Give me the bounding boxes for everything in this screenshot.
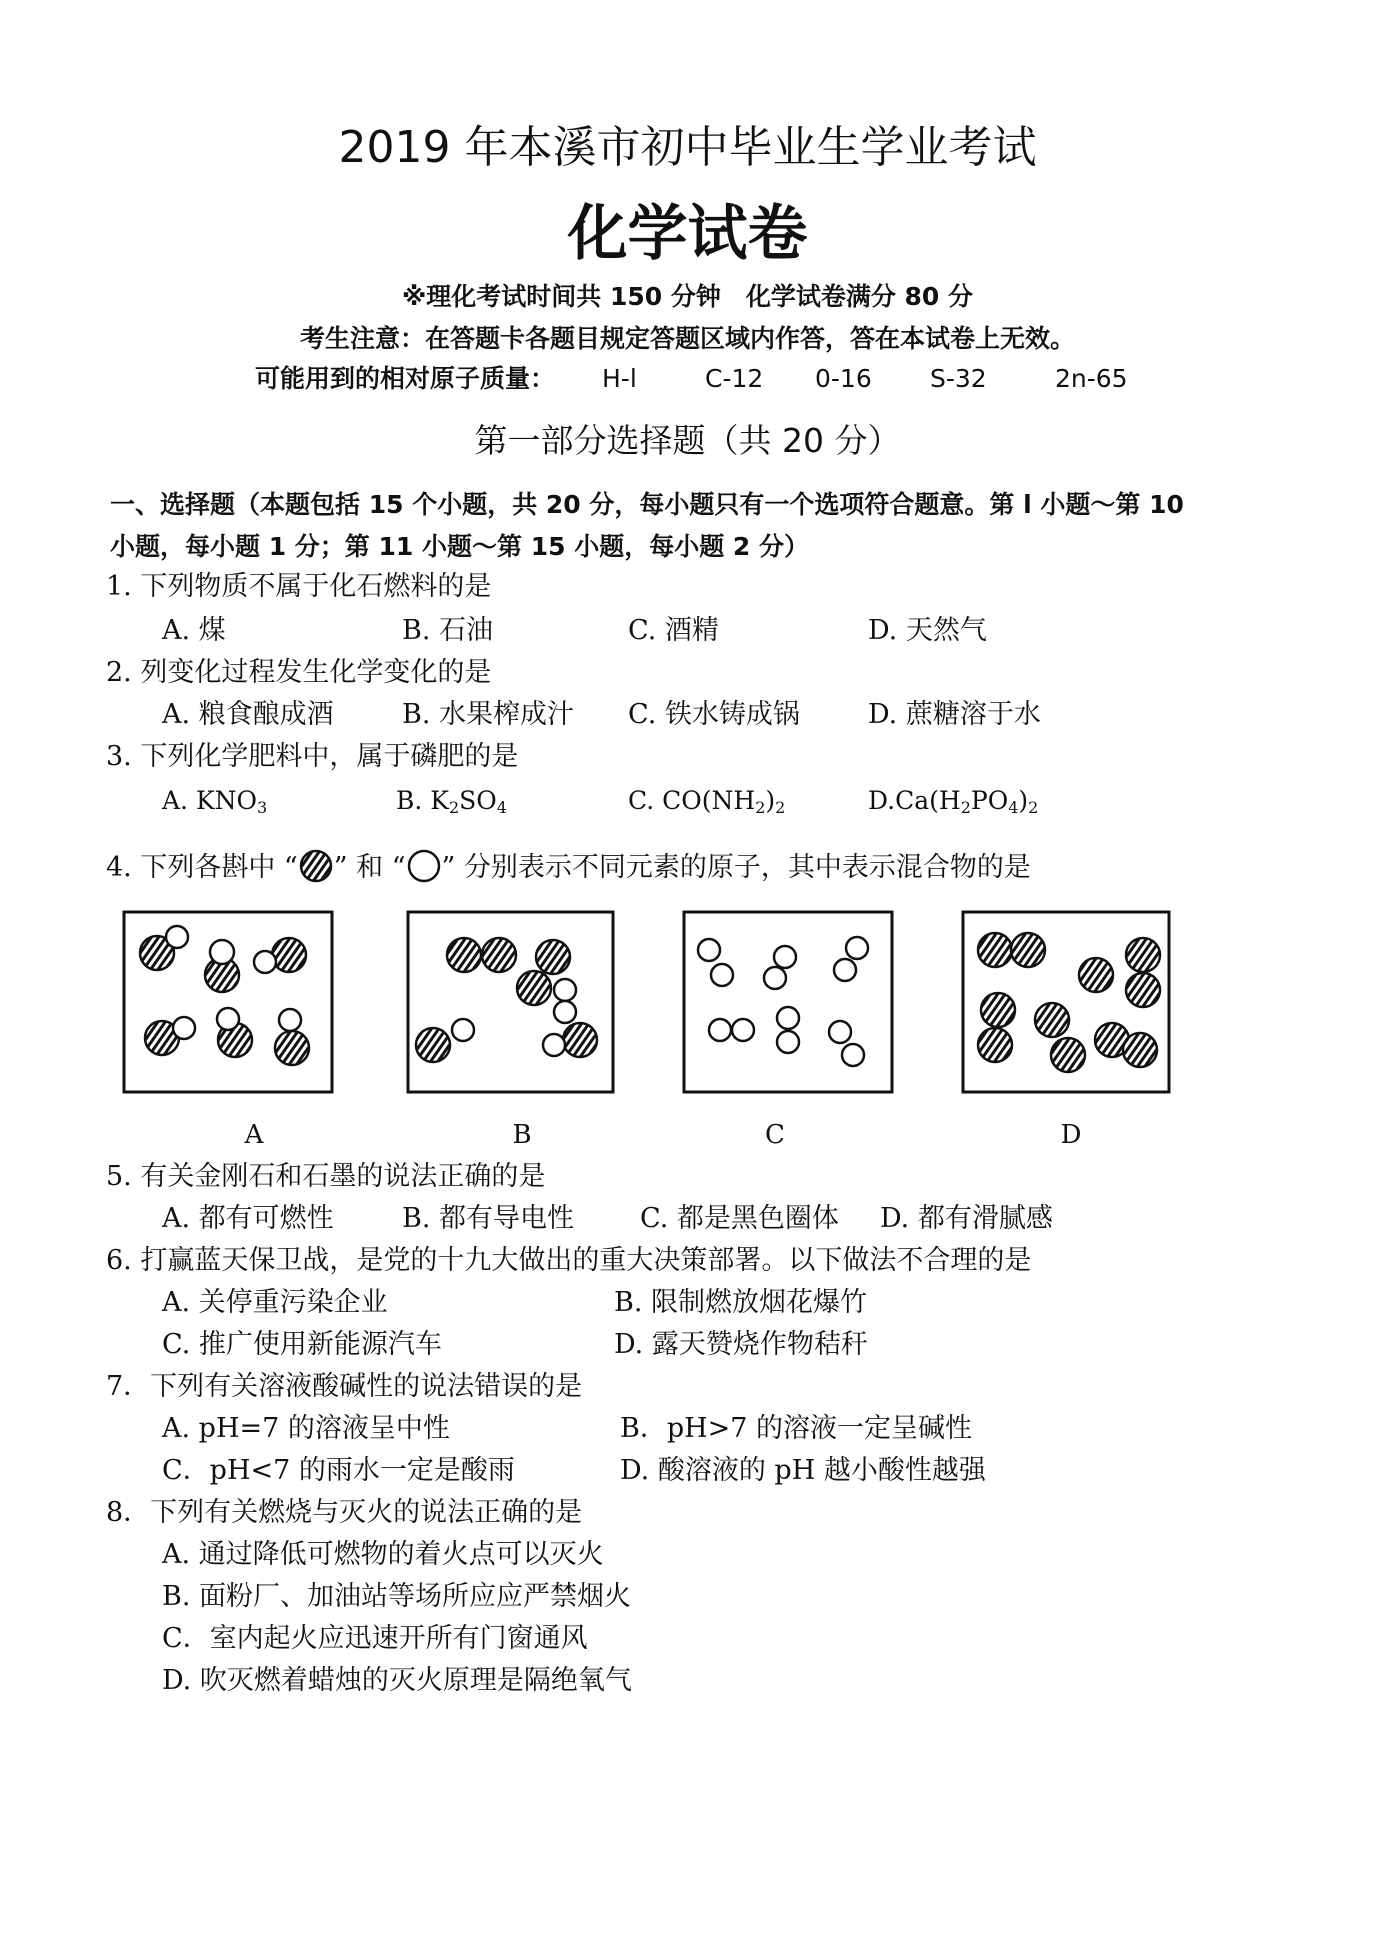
section-instructions-line1: 一、选择题（本题包括 15 个小题，共 20 分，每小题只有一个选项符合题意。第 l 小题～第 10 xyxy=(110,490,1184,519)
q4-a-atom-5-0 xyxy=(275,1031,309,1065)
exam-subtitle: 化学试卷 xyxy=(567,199,808,269)
q4-a-atom-3-1 xyxy=(173,1017,195,1039)
question-2-stem: 2. 列变化过程发生化学变化的是 xyxy=(106,657,492,688)
q4-b-atom-0-1 xyxy=(482,938,516,972)
exam-title: 2019 年本溪市初中毕业生学业考试 xyxy=(338,122,1037,173)
atomic-mass-zn: 2n-65 xyxy=(1055,364,1128,393)
q7-option-b: B．pH>7 的溶液一定呈碱性 xyxy=(620,1413,973,1444)
section-instructions-line2: 小题，每小题 1 分；第 11 小题～第 15 小题，每小题 2 分） xyxy=(110,532,810,561)
q2-option-d: D. 蔗糖溶于水 xyxy=(868,699,1041,730)
q4-label-b: B xyxy=(512,1120,532,1150)
q1-option-c: C. 酒精 xyxy=(628,615,719,646)
q6-option-a: A. 关停重污染企业 xyxy=(162,1287,388,1318)
q4-b-atom-3-1 xyxy=(543,1034,565,1056)
q4-box-b xyxy=(408,912,613,1092)
atomic-mass-label: 可能用到的相对原子质量： xyxy=(255,364,556,393)
q4-a-atom-2-1 xyxy=(254,951,276,973)
q4-a-atom-4-1 xyxy=(217,1008,239,1030)
q8-option-a: A. 通过降低可燃物的着火点可以灭火 xyxy=(162,1539,604,1570)
q4-d-atom-2-1 xyxy=(1126,973,1160,1007)
q4-a-atom-0-1 xyxy=(166,926,188,948)
q4-a-atom-1-1 xyxy=(210,940,234,964)
q4-c-atom-2-0 xyxy=(846,937,868,959)
q4-d-atom-4-0 xyxy=(1035,1003,1069,1037)
atomic-mass-c: C-12 xyxy=(705,364,764,393)
q4-a-atom-5-1 xyxy=(279,1009,301,1031)
exam-notice: 考生注意：在答题卡各题目规定答题区域内作答，答在本试卷上无效。 xyxy=(299,324,1075,353)
q2-option-c: C. 铁水铸成锅 xyxy=(628,699,800,730)
q5-option-a: A. 都有可燃性 xyxy=(162,1203,334,1234)
q3-option-d: $D.Ca(H_2PO_4)_2$ xyxy=(868,786,1039,817)
q5-option-c: C. 都是黑色圈体 xyxy=(640,1203,839,1234)
q2-option-a: A. 粮食酿成酒 xyxy=(162,699,334,730)
q4-figure-b xyxy=(408,912,613,1092)
q4-label-c: C xyxy=(765,1120,785,1150)
q6-option-d: D. 露天赞烧作物秸秆 xyxy=(614,1329,868,1360)
q4-figure-c xyxy=(684,912,892,1092)
q4-c-atom-0-0 xyxy=(698,939,720,961)
part1-title: 第一部分选择题（共 20 分） xyxy=(474,421,901,460)
q1-option-a: A. 煤 xyxy=(162,615,226,646)
q1-option-d: D. 天然气 xyxy=(868,615,987,646)
q4-c-atom-1-0 xyxy=(774,946,796,968)
q8-option-b: B. 面粉厂、加油站等场所应应严禁烟火 xyxy=(162,1581,632,1612)
q4-b-atom-2-1 xyxy=(452,1019,474,1041)
q4-b-atom-1-3 xyxy=(554,1001,576,1023)
q4-c-atom-3-1 xyxy=(732,1019,754,1041)
q4-d-atom-4-1 xyxy=(1051,1038,1085,1072)
q4-c-atom-4-0 xyxy=(777,1007,799,1029)
atomic-mass-h: H-l xyxy=(602,364,637,393)
q4-b-atom-1-0 xyxy=(536,940,570,974)
q4-d-atom-3-0 xyxy=(981,993,1015,1027)
q4-c-atom-5-1 xyxy=(842,1044,864,1066)
q7-option-a: A. pH=7 的溶液呈中性 xyxy=(162,1413,450,1444)
q4-c-atom-0-1 xyxy=(711,964,733,986)
q4-c-atom-5-0 xyxy=(829,1021,851,1043)
q4-b-atom-2-0 xyxy=(416,1028,450,1062)
q6-option-c: C. 推广使用新能源汽车 xyxy=(162,1329,442,1360)
q5-option-b: B. 都有导电性 xyxy=(402,1203,575,1234)
q4-b-atom-0-0 xyxy=(447,938,481,972)
q1-option-b: B. 石油 xyxy=(402,615,494,646)
question-8-stem: 8．下列有关燃烧与灭火的说法正确的是 xyxy=(106,1497,583,1528)
q4-c-atom-3-0 xyxy=(709,1019,731,1041)
q4-b-atom-3-0 xyxy=(563,1023,597,1057)
atomic-mass-o: 0-16 xyxy=(815,364,872,393)
q4-d-atom-0-1 xyxy=(1011,933,1045,967)
q6-option-b: B. 限制燃放烟花爆竹 xyxy=(614,1287,868,1318)
question-5-stem: 5. 有关金刚石和石墨的说法正确的是 xyxy=(106,1161,546,1192)
q7-option-c: C．pH<7 的雨水一定是酸雨 xyxy=(162,1455,515,1486)
q4-c-atom-1-1 xyxy=(764,967,786,989)
q4-figure-a xyxy=(124,912,332,1092)
q3-option-a: A. $KNO_3$ xyxy=(162,786,268,817)
q4-d-atom-5-1 xyxy=(1123,1033,1157,1067)
q8-option-d: D. 吹灭燃着蜡烛的灭火原理是隔绝氧气 xyxy=(162,1665,632,1696)
q4-c-atom-2-1 xyxy=(834,959,856,981)
q2-option-b: B. 水果榨成汁 xyxy=(402,699,575,730)
q4-label-a: A xyxy=(244,1120,264,1150)
atomic-mass-s: S-32 xyxy=(930,364,987,393)
q4-b-atom-1-2 xyxy=(554,979,576,1001)
q4-label-d: D xyxy=(1060,1120,1082,1150)
q8-option-c: C．室内起火应迅速开所有门窗通风 xyxy=(162,1623,588,1654)
q4-d-atom-2-0 xyxy=(1126,938,1160,972)
q3-option-b: B. $K_2SO_4$ xyxy=(396,786,507,817)
q3-option-c: C. $CO(NH_2)_2$ xyxy=(628,786,786,817)
q5-option-d: D. 都有滑腻感 xyxy=(880,1203,1053,1234)
question-4-stem: 4. 下列各斟中 “ ” 和 “ ” 分别表示不同元素的原子，其中表示混合物的是 xyxy=(106,848,1031,885)
time-note: ※理化考试时间共 150 分钟 化学试卷满分 80 分 xyxy=(401,282,974,311)
q4-d-atom-3-1 xyxy=(978,1028,1012,1062)
question-3-stem: 3. 下列化学肥料中，属于磷肥的是 xyxy=(106,741,519,772)
q4-c-atom-4-1 xyxy=(777,1031,799,1053)
question-7-stem: 7．下列有关溶液酸碱性的说法错误的是 xyxy=(106,1371,583,1402)
q4-d-atom-1-0 xyxy=(1079,958,1113,992)
q4-figure-d xyxy=(963,912,1169,1092)
q4-d-atom-0-0 xyxy=(978,933,1012,967)
q7-option-d: D. 酸溶液的 pH 越小酸性越强 xyxy=(620,1455,986,1486)
question-1-stem: 1. 下列物质不属于化石燃料的是 xyxy=(106,571,492,602)
question-6-stem: 6. 打赢蓝天保卫战，是党的十九大做出的重大决策部署。以下做法不合理的是 xyxy=(106,1245,1032,1276)
q4-a-atom-2-0 xyxy=(272,938,306,972)
q4-b-atom-1-1 xyxy=(517,971,551,1005)
